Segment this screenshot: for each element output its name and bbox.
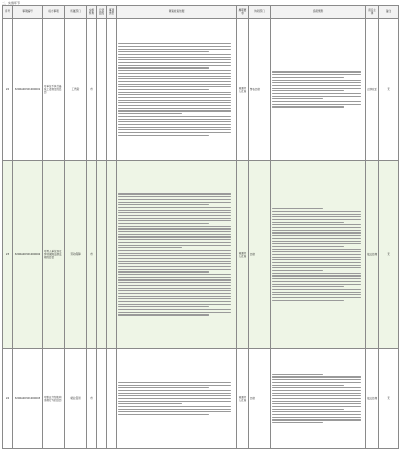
- cell-accountability: [271, 349, 366, 449]
- header-level: 行使层级: [97, 6, 107, 19]
- cell-level: 市: [87, 161, 97, 349]
- table-header-row: [3, 6, 399, 19]
- cell-basis-text: [117, 19, 237, 161]
- cell-code: 3206A00321000001: [13, 19, 43, 161]
- cell-no: 24: [3, 349, 13, 449]
- cell-name: 对职业介绍机构违规行为的处罚: [43, 349, 65, 449]
- cell-duty: 南通市人社局: [237, 19, 249, 161]
- cell-kind: [107, 349, 117, 449]
- header-no: 序号: [3, 6, 13, 19]
- cell-no: 23: [3, 161, 13, 349]
- cell-type: [97, 349, 107, 449]
- cell-basis-text: [117, 161, 237, 349]
- cell-remark: 无: [379, 19, 399, 161]
- cell-remark: 无: [379, 349, 399, 449]
- cell-type: [97, 19, 107, 161]
- header-basis: 调查检查依据: [117, 6, 237, 19]
- cell-no: 22: [3, 19, 13, 161]
- table-row: [3, 161, 399, 349]
- cell-subject: 依法处理: [366, 349, 379, 449]
- header-remark: 备注: [379, 6, 399, 19]
- cell-coop: 警告罚款: [249, 19, 271, 161]
- cell-level: 市: [87, 349, 97, 449]
- cell-source: 劳动保障: [65, 161, 87, 349]
- power-list-table: [2, 5, 399, 449]
- cell-subject: 立即改正: [366, 19, 379, 161]
- cell-accountability: [271, 19, 366, 161]
- cell-remark: 无: [379, 161, 399, 349]
- cell-source: 工伤险: [65, 19, 87, 161]
- header-name: 权力事项: [43, 6, 65, 19]
- header-accountability: 追责情形: [271, 6, 366, 19]
- cell-subject: 依法处理: [366, 161, 379, 349]
- cell-name: 对用人单位违反劳动保障法律法规的处罚: [43, 161, 65, 349]
- cell-basis-text: [117, 349, 237, 449]
- header-code: 事项编号: [13, 6, 43, 19]
- cell-coop: 罚款: [249, 161, 271, 349]
- cell-name: 对单位不执行最低工资规定的处罚: [43, 19, 65, 161]
- cell-duty: 南通市人社局: [237, 161, 249, 349]
- cell-source: 就业促进: [65, 349, 87, 449]
- table-row: [3, 349, 399, 449]
- basis-text-lines: [118, 43, 235, 135]
- cell-level: 市: [87, 19, 97, 161]
- cell-type: [97, 161, 107, 349]
- cell-code: 3206A00321000002: [13, 161, 43, 349]
- header-dept: 所属部门: [65, 6, 87, 19]
- header-type: 事项类型: [107, 6, 117, 19]
- cell-kind: [107, 161, 117, 349]
- cell-duty: 南通市人社局: [237, 349, 249, 449]
- header-coop: 协同部门: [249, 6, 271, 19]
- header-subject: 责任主体: [366, 6, 379, 19]
- cell-coop: 罚款: [249, 349, 271, 449]
- header-agency: 实施机构: [87, 6, 97, 19]
- cell-kind: [107, 19, 117, 161]
- cell-code: 3206A00321000003: [13, 349, 43, 449]
- header-duty: 履职要求: [237, 6, 249, 19]
- cell-accountability: [271, 161, 366, 349]
- table-row: [3, 19, 399, 161]
- page-section-label: 二、实施环节: [2, 1, 21, 5]
